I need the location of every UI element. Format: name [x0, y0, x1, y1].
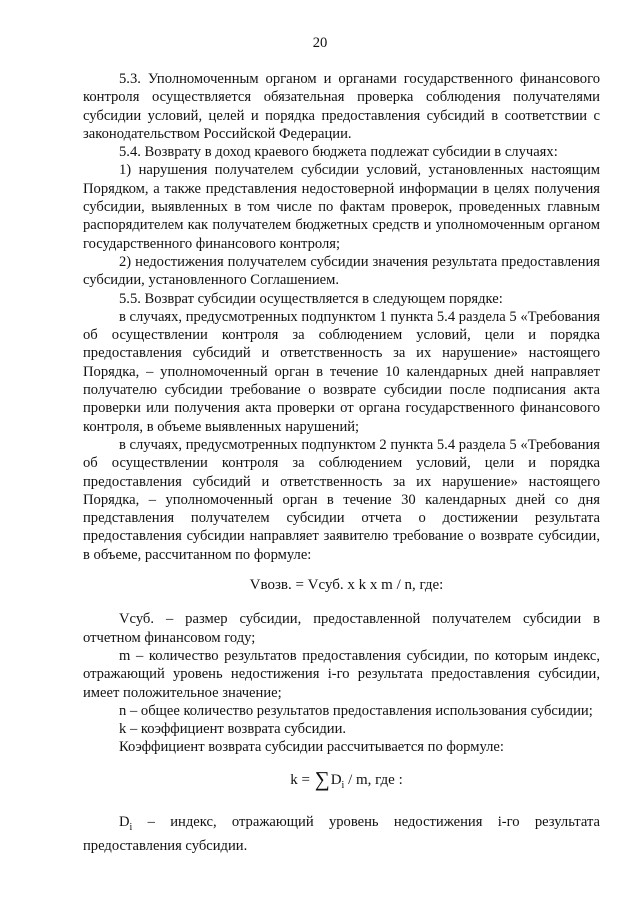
document-body — [83, 70, 600, 855]
formula-term-subscript: i — [341, 779, 345, 791]
refund-volume-formula: Vвозв. = Vсуб. x k x m / n, где: — [249, 577, 444, 594]
paragraph-5-4-item-2: 2) недостижения получателем субсидии значения результата предоставления субсидии, установленного Соглашением. — [83, 253, 600, 289]
definition-n: n – общее количество результатов предоставления использования субсидии; — [119, 702, 593, 719]
paragraph-5-4-item-1: 1) нарушения получателем субсидии условий, установленных настоящим Порядком, а также представления недостоверной информации в целях получения субсидии, выявленных в том числе по фактам проверок, проведенных главным распорядителем как получателем бюджетных средств и уполномоченным органом государственного финансового контроля; — [83, 162, 600, 252]
definition-m: m – количество результатов предоставления субсидии, по которым индекс, отражающий уровень недостижения i-го результата предоставления субсидии, имеет положительное значение; — [83, 647, 600, 701]
coefficient-formula — [83, 766, 600, 795]
page-number: 20 — [312, 35, 328, 51]
paragraph-5-5-case-1: в случаях, предусмотренных подпунктом 1 пункта 5.4 раздела 5 «Требования об осуществлении контроля за соблюдением условий, цели и порядка предоставления субсидий и ответственность за их нарушение» настоящего Порядка, – уполномоченный орган в течение 10 календарных дней направляет получателю субсидии требование о возврате субсидии после подписания акта проверки или получения акта проверки от органа государственного финансового контроля, в объеме выявленных нарушений; — [83, 308, 600, 435]
paragraph-5-5-case-2: в случаях, предусмотренных подпунктом 2 пункта 5.4 раздела 5 «Требования об осуществлении контроля за соблюдением условий, цели и порядка предоставления субсидий и ответственность за их нарушение» настоящего Порядка, – уполномоченный орган в течение 30 календарных дней со дня представления получателем субсидии отчета о достижении результата предоставления субсидии направляет заявителю требование о возврате субсидии, в объеме, рассчитанном по формуле: — [83, 436, 600, 563]
di-subscript: i — [129, 821, 133, 833]
definition-vsub: Vсуб. – размер субсидии, предоставленной получателем субсидии в отчетном финансовом году; — [83, 611, 600, 646]
formula-lhs: k = — [290, 771, 314, 788]
paragraph-5-5: 5.5. Возврат субсидии осуществляется в следующем порядке: — [119, 290, 503, 307]
paragraph-5-3: 5.3. Уполномоченным органом и органами государственного финансового контроля осуществляется обязательная проверка соблюдения получателями субсидии условий, целей и порядка предоставления субсидий в соответствии с законодательством Российской Федерации. — [83, 71, 600, 142]
formula-rhs: / m, где : — [344, 771, 403, 788]
di-text: – индекс, отражающий уровень недостижения i-го результата предоставления субсидии. — [83, 813, 600, 855]
formula-term: D — [330, 771, 342, 788]
di-symbol: D — [119, 813, 130, 830]
paragraph-5-4: 5.4. Возврату в доход краевого бюджета подлежат субсидии в случаях: — [119, 144, 558, 161]
definition-di — [83, 813, 600, 856]
definition-k: k – коэффициент возврата субсидии. — [119, 721, 347, 738]
coefficient-formula-intro: Коэффициент возврата субсидии рассчитывается по формуле: — [119, 739, 504, 756]
sum-symbol: ∑ — [314, 766, 330, 791]
